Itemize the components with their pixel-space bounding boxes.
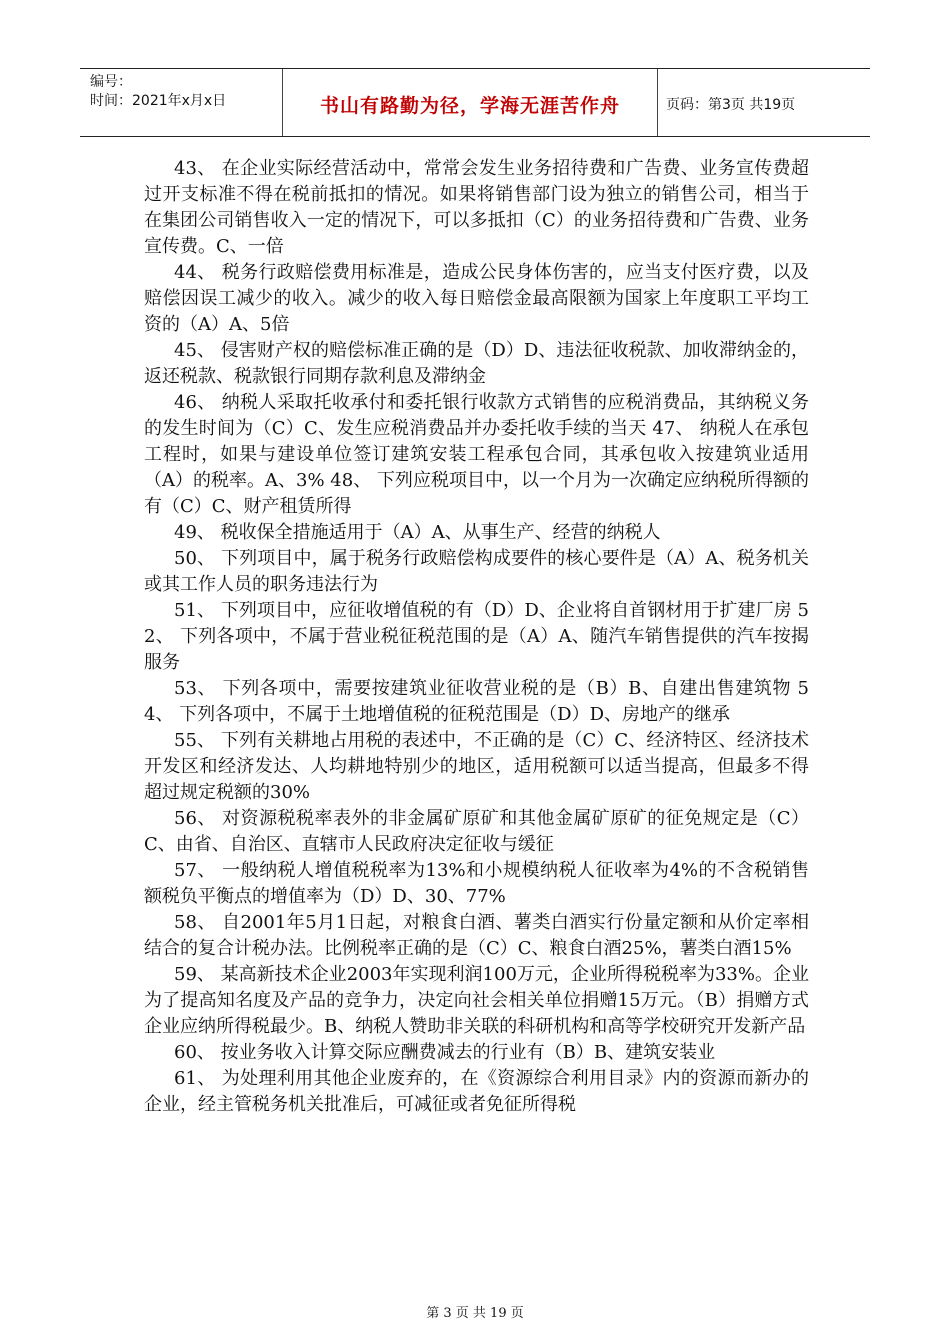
question-paragraph: 55、 下列有关耕地占用税的表述中，不正确的是（C）C、经济特区、经济技术开发区和经济发达、人均耕地特别少的地区，适用税额可以适当提高，但最多不得超过规定税额的30% [144, 730, 809, 803]
page-footer: 第 3 页 共 19 页 [426, 1306, 524, 1321]
header-page-info: 页码：第3页 共19页 [666, 97, 796, 113]
doc-code-label: 编号： [90, 74, 132, 90]
question-paragraph: 53、 下列各项中，需要按建筑业征收营业税的是（B）B、自建出售建筑物 54、 下列各项中，不属于土地增值税的征税范围是（D）D、房地产的继承 [144, 678, 809, 725]
question-paragraph: 44、 税务行政赔偿费用标准是，造成公民身体伤害的，应当支付医疗费，以及赔偿因误工减少的收入。减少的收入每日赔偿金最高限额为国家上年度职工平均工资的（A）A、5倍 [144, 262, 809, 335]
question-paragraph: 58、 自2001年5月1日起，对粮食白酒、薯类白酒实行份量定额和从价定率相结合的复合计税办法。比例税率正确的是（C）C、粮食白酒25%，薯类白酒15% [144, 912, 809, 959]
header-motto: 书山有路勤为径，学海无涯苦作舟 [319, 95, 620, 117]
doc-date-label: 时间：2021年x月x日 [90, 93, 227, 109]
question-paragraph: 61、 为处理利用其他企业废弃的，在《资源综合利用目录》内的资源而新办的企业，经主管税务机关批准后，可减征或者免征所得税 [144, 1068, 809, 1115]
question-paragraph: 49、 税收保全措施适用于（A）A、从事生产、经营的纳税人 [174, 522, 661, 543]
question-paragraph: 46、 纳税人采取托收承付和委托银行收款方式销售的应税消费品，其纳税义务的发生时间为（C）C、发生应税消费品并办委托收手续的当天 47、 纳税人在承包工程时，如果与建设单位签订建筑安装工程承包合同，其承包收入按建筑业适用（A）的税率。A、3% 48、 下列应税项目中，以一个月为一次确定应纳税所得额的有（C）C、财产租赁所得 [144, 392, 809, 517]
question-paragraph: 56、 对资源税税率表外的非金属矿原矿和其他金属矿原矿的征免规定是（C）C、由省、自治区、直辖市人民政府决定征收与缓征 [144, 808, 809, 855]
header-meta-cell [80, 69, 283, 136]
header-page-cell [658, 69, 870, 136]
question-paragraph: 45、 侵害财产权的赔偿标准正确的是（D）D、违法征收税款、加收滞纳金的，返还税款、税款银行同期存款利息及滞纳金 [144, 340, 809, 387]
page-header [80, 68, 870, 137]
question-paragraph: 51、 下列项目中，应征收增值税的有（D）D、企业将自首钢材用于扩建厂房 52、 下列各项中，不属于营业税征税范围的是（A）A、随汽车销售提供的汽车按揭服务 [144, 600, 809, 673]
question-paragraph: 60、 按业务收入计算交际应酬费减去的行业有（B）B、建筑安装业 [174, 1042, 716, 1063]
question-paragraph: 59、 某高新技术企业2003年实现利润100万元，企业所得税税率为33%。企业为了提高知名度及产品的竞争力，决定向社会相关单位捐赠15万元。（B）捐赠方式企业应纳所得税最少。B、纳税人赞助非关联的科研机构和高等学校研究开发新产品 [144, 964, 809, 1037]
header-motto-cell [283, 69, 658, 136]
question-paragraph: 57、 一般纳税人增值税税率为13%和小规模纳税人征收率为4%的不含税销售额税负平衡点的增值率为（D）D、30、77% [144, 860, 809, 907]
question-paragraph: 43、 在企业实际经营活动中，常常会发生业务招待费和广告费、业务宣传费超过开支标准不得在税前抵扣的情况。如果将销售部门设为独立的销售公司，相当于在集团公司销售收入一定的情况下，可以多抵扣（C）的业务招待费和广告费、业务宣传费。C、一倍 [144, 158, 809, 257]
question-paragraph: 50、 下列项目中，属于税务行政赔偿构成要件的核心要件是（A）A、税务机关或其工作人员的职务违法行为 [144, 548, 809, 595]
document-body [144, 156, 809, 1118]
